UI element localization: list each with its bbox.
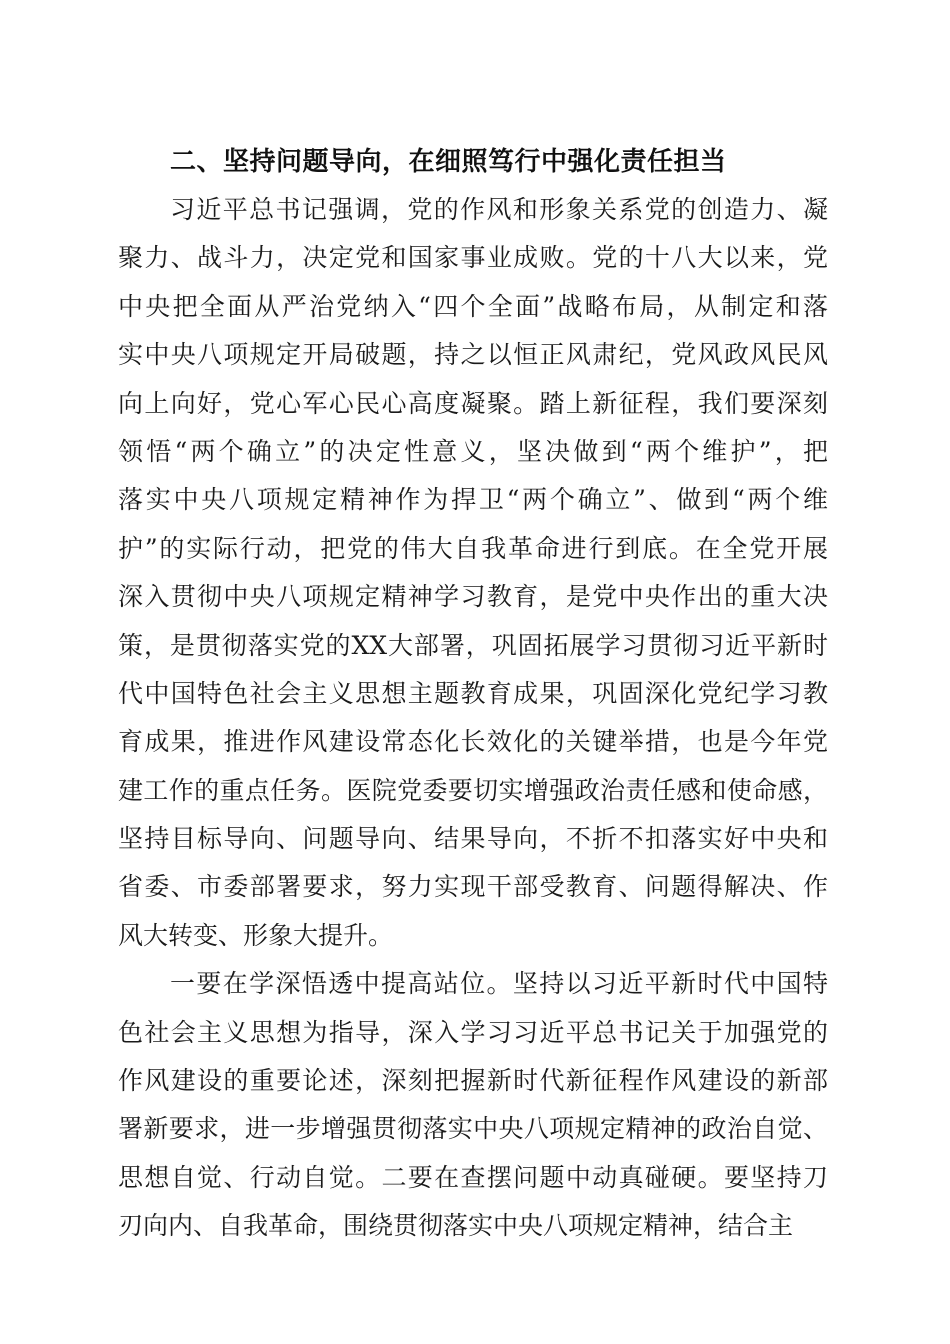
paragraph-line: 代中国特色社会主义思想主题教育成果，巩固深化党纪学习教 [118,678,828,708]
section-heading: 二、坚持问题导向，在细照笃行中强化责任担当 [170,147,727,177]
paragraph-line: 护”的实际行动，把党的伟大自我革命进行到底。在全党开展 [118,533,828,563]
paragraph-line: 坚持目标导向、问题导向、结果导向，不折不扣落实好中央和 [118,824,828,854]
document-body [118,138,828,1251]
paragraph-line: 思想自觉、行动自觉。二要在查摆问题中动真碰硬。要坚持刀 [118,1162,828,1192]
paragraph-line: 向上向好，党心军心民心高度凝聚。踏上新征程，我们要深刻 [118,388,828,418]
paragraph-line: 习近平总书记强调，党的作风和形象关系党的创造力、凝 [170,195,828,224]
paragraph-line: 实中央八项规定开局破题，持之以恒正风肃纪，党风政风民风 [118,340,828,370]
paragraph-line: 刃向内、自我革命，围绕贯彻落实中央八项规定精神，结合主 [118,1211,794,1241]
paragraph-1 [118,186,828,960]
paragraph-line: 一要在学深悟透中提高站位。坚持以习近平新时代中国特 [170,969,828,999]
paragraph-line: 聚力、战斗力，决定党和国家事业成败。党的十八大以来，党 [118,243,828,273]
paragraph-2 [118,960,828,1250]
paragraph-line: 策，是贯彻落实党的XX大部署，巩固拓展学习贯彻习近平新时 [118,630,828,660]
paragraph-line: 领悟“两个确立”的决定性意义，坚决做到“两个维护”，把 [118,436,828,466]
paragraph-line: 省委、市委部署要求，努力实现干部受教育、问题得解决、作 [118,872,828,902]
paragraph-line: 深入贯彻中央八项规定精神学习教育，是党中央作出的重大决 [118,582,828,612]
paragraph-line: 落实中央八项规定精神作为捍卫“两个确立”、做到“两个维 [118,485,828,515]
paragraph-line: 署新要求，进一步增强贯彻落实中央八项规定精神的政治自觉、 [118,1114,828,1144]
paragraph-line: 作风建设的重要论述，深刻把握新时代新征程作风建设的新部 [118,1066,828,1096]
paragraph-line: 建工作的重点任务。医院党委要切实增强政治责任感和使命感， [118,775,828,805]
paragraph-line: 育成果，推进作风建设常态化长效化的关键举措，也是今年党 [118,727,828,757]
paragraph-line: 色社会主义思想为指导，深入学习习近平总书记关于加强党的 [118,1017,828,1047]
paragraph-line: 风大转变、形象大提升。 [118,920,394,950]
paragraph-line: 中央把全面从严治党纳入“四个全面”战略布局，从制定和落 [118,291,828,321]
